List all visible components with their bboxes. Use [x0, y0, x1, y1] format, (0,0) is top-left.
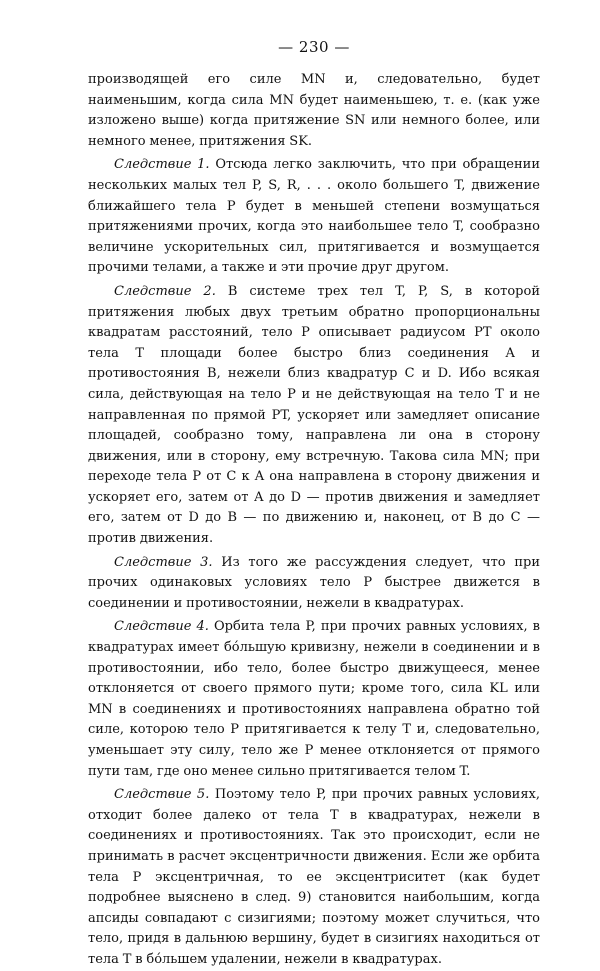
corollary-1 [88, 155, 540, 279]
page-number: — 230 — [278, 38, 350, 56]
corollary-heading: Следствие 2. [114, 283, 216, 299]
corollary-heading: Следствие 5. [114, 787, 210, 803]
corollary-2 [88, 282, 540, 550]
paragraph-continuation [88, 70, 540, 152]
corollary-4 [88, 617, 540, 782]
corollary-5 [88, 785, 540, 970]
corollary-heading: Следствие 3. [114, 554, 213, 570]
corollary-heading: Следствие 4. [114, 619, 209, 635]
corollary-text: Поэтому тело P, при прочих равных условиях, отходит более далеко от тела T в квадратурах, нежели в соединениях и противостояниях. Так это происходит, если не принимать в расчет эксцентричности движения. Если же орбита тела P эксцентричная, то ее эксцентриситет (как будет подробнее выяснено в след. 9) становится наибольшим, когда апсиды совпадают с сизигиями; поэтому может случиться, что тело, придя в дальнюю вершину, будет в сизигиях находиться от тела T в бо́льшем удалении, нежели в квадратурах. [88, 787, 540, 967]
corollary-text: Отсюда легко заключить, что при обращении нескольких малых тел P, S, R, . . . около большего T, движение ближайшего тела P будет в меньшей степени возмущаться притяжениями прочих, когда это наибольшее тело T, сообразно величине ускорительных сил, притягивается и возмущается прочими телами, а также и эти прочие друг другом. [88, 157, 540, 276]
paragraph-text: производящей его силе MN и, следовательно, будет наименьшим, когда сила MN будет наименьшею, т. е. (как уже изложено выше) когда притяжение SN или немного более, или немного менее, притяжения SK. [88, 72, 540, 149]
corollary-text: Орбита тела P, при прочих равных условиях, в квадратурах имеет бо́льшую кривизну, нежели в соединении и в противостоянии, ибо тело, более быстро движущееся, менее отклоняется от своего прямого пути; кроме того, сила KL или MN в соединениях и противостояниях направлена обратно той силе, которою тело P притягивается к телу T и, следовательно, уменьшает эту силу, тело же P менее отклоняется от прямого пути там, где оно менее сильно притягивается телом T. [88, 619, 540, 779]
corollary-3 [88, 553, 540, 615]
corollary-text: Из того же рассуждения следует, что при прочих одинаковых условиях тело P быстрее движется в соединении и противостоянии, нежели в квадратурах. [88, 554, 540, 611]
corollary-heading: Следствие 1. [114, 157, 210, 173]
corollary-text: В системе трех тел T, P, S, в которой притяжения любых двух третьим обратно пропорциональны квадратам расстояний, тело P описывает радиусом PT около тела T площади более быстро близ соединения A и противостояния B, нежели близ квадратур C и D. Ибо всякая сила, действующая на тело P и не действующая на тело T и не направленная по прямой PT, ускоряет или замедляет описание площадей, сообразно тому, направлена ли она в сторону движения, или в сторону, ему встречную. Такова сила MN; при переходе тела P от C к A она направлена в сторону движения и ускоряет его, затем от A до D — против движения и замедляет его, затем от D до B — по движению и, наконец, от B до C — против движения. [88, 283, 540, 547]
